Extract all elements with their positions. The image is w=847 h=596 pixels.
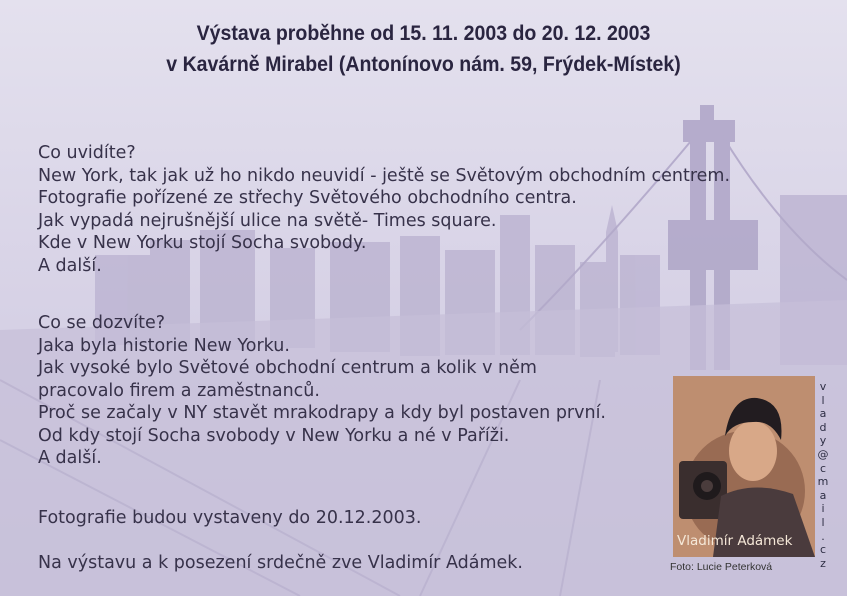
section-heading: Co uvidíte? <box>38 143 136 163</box>
list-item: Proč se začaly v NY stavět mrakodrapy a kdy byl postaven první. <box>38 403 606 423</box>
header-venue: v Kavárně Mirabel (Antonínovo nám. 59, Frýdek-Místek) <box>166 53 681 76</box>
what-you-will-see-section <box>38 142 730 277</box>
email-char: a <box>819 407 827 421</box>
header-dates: Výstava proběhne od 15. 11. 2003 do 20. 12. 2003 <box>196 22 651 45</box>
list-item: Fotografie pořízené ze střechy Světového obchodního centra. <box>38 188 577 208</box>
email-char: m <box>817 475 829 489</box>
invitation-text: Na výstavu a k posezení srdečně zve Vladimír Adámek. <box>38 553 523 573</box>
email-char: l <box>821 515 825 529</box>
email-char: @ <box>817 447 829 461</box>
exhibition-header <box>30 18 818 80</box>
exhibition-duration-note: Fotografie budou vystaveny do 20.12.2003. <box>38 508 422 528</box>
list-item: A další. <box>38 448 102 468</box>
email-char: c <box>819 543 827 557</box>
vertical-email-address <box>816 380 830 570</box>
section-heading: Co se dozvíte? <box>38 313 166 333</box>
email-char: l <box>821 393 825 407</box>
email-char: v <box>819 380 827 393</box>
list-item: pracovalo firem a zaměstnanců. <box>38 380 320 401</box>
list-item: A další. <box>38 255 102 276</box>
author-portrait <box>673 376 815 557</box>
email-char: a <box>819 488 827 502</box>
email-char: z <box>820 556 826 570</box>
list-item: Jak vypadá nejrušnější ulice na světě- Times square. <box>38 210 497 231</box>
list-item: Od kdy stojí Socha svobody v New Yorku a né v Paříži. <box>38 425 510 446</box>
email-char: c <box>819 461 827 475</box>
list-item: Kde v New Yorku stojí Socha svobody. <box>38 233 367 253</box>
email-char: y <box>819 434 827 448</box>
photo-credit: Foto: Lucie Peterková <box>670 561 773 573</box>
what-you-will-learn-section <box>38 312 606 470</box>
list-item: Jak vysoké bylo Světové obchodní centrum a kolik v něm <box>38 358 537 378</box>
email-char: d <box>819 420 827 434</box>
email-char: . <box>821 529 825 543</box>
email-char: i <box>821 502 825 516</box>
list-item: Jaka byla historie New Yorku. <box>38 335 290 356</box>
list-item: New York, tak jak už ho nikdo neuvidí - ještě se Světovým obchodním centrem. <box>38 165 731 186</box>
portrait-caption: Vladimír Adámek <box>677 533 793 549</box>
